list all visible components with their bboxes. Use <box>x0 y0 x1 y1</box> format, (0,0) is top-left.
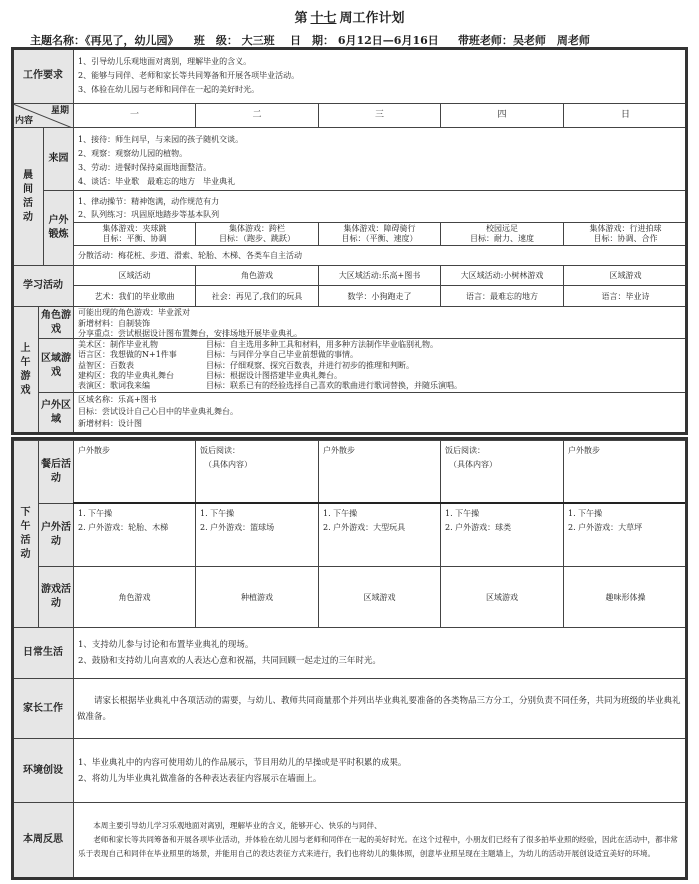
after-meal-label: 餐后活动 <box>38 440 74 504</box>
pm-games-cell-text: 角色游戏 <box>118 592 151 602</box>
after-meal-cell <box>195 440 319 503</box>
date-label: 日 期： <box>290 34 334 47</box>
pm-outdoor-cell <box>440 503 564 567</box>
pm-games-label: 游戏活动 <box>38 566 74 628</box>
week-number: 十七 <box>310 11 337 26</box>
weekday-corner <box>12 103 74 128</box>
area-game-line <box>78 371 682 381</box>
area-goal: 目标：联系已有的经验选择自己喜欢的歌曲进行歌词替换，并随乐演唱。 <box>206 381 462 391</box>
after-meal-cell <box>440 440 564 503</box>
pm-outdoor-cell-text: 2. 户外游戏：大型玩具 <box>323 523 406 532</box>
area-zone: 语言区：我想做的N+1件事 <box>78 350 177 360</box>
weekday-header-cell <box>318 103 441 128</box>
outdoor-game-cell <box>563 222 688 246</box>
after-meal-cell <box>318 440 441 503</box>
work-req-item: 1、引导幼儿乐观地面对离别，理解毕业的含义。 <box>78 57 252 66</box>
arrival-content <box>73 127 687 191</box>
area-game-line <box>78 361 682 371</box>
after-meal-cell-text: 户外散步 <box>78 446 110 455</box>
after-meal-cell-text: 饭后阅读： <box>200 446 240 455</box>
teacher-value: 吴老师 周老师 <box>512 34 590 47</box>
role-play-line: 分享重点：尝试根据设计图布置舞台，安排场地开展毕业典礼。 <box>78 329 302 338</box>
work-req-content <box>73 48 687 104</box>
work-req-item: 2、能够与同伴、老师和家长等共同筹备和开展各项毕业活动。 <box>78 71 300 80</box>
reflection-paragraph: 本周主要引导幼儿学习乐观地面对离别，理解毕业的含义，能够开心、快乐的与同伴、 <box>93 821 382 830</box>
outdoor-game-cell-text: 集体游戏：夹球跳 <box>102 224 167 233</box>
environment-item: 1、毕业典礼中的内容可使用幼儿的作品展示，节目用幼儿的早操或是平时积累的成果。 <box>78 757 407 768</box>
area-game-line <box>78 381 682 391</box>
after-meal-cell-text: 户外散步 <box>323 446 355 455</box>
teacher-label: 带班老师： <box>457 34 513 47</box>
pm-outdoor-cell-text: 2. 户外游戏：球类 <box>445 523 512 532</box>
environment-label: 环境创设 <box>12 738 74 803</box>
pm-outdoor-cell-text: 1. 下午操 <box>78 509 113 518</box>
role-play-content <box>73 306 687 339</box>
pm-outdoor-cell-text: 2. 户外游戏：大草坪 <box>568 523 643 532</box>
weekday-header-cell-text: 一 <box>129 110 139 120</box>
environment-item: 2、将幼儿为毕业典礼做准备的各种表达表征内容展示在墙面上。 <box>78 773 322 784</box>
area-games-label: 区域游戏 <box>38 338 74 393</box>
learning-lesson-cell-text: 语言：最难忘的地方 <box>466 291 538 301</box>
learning-lesson-cell <box>195 285 319 307</box>
learning-label: 学习活动 <box>12 265 74 307</box>
daily-life-item: 2、鼓励和支持幼儿向喜欢的人表达心意和祝福，共同回顾一起走过的三年时光。 <box>78 656 381 666</box>
weekday-header-cell <box>563 103 688 128</box>
pm-games-cell-text: 区域游戏 <box>486 592 518 602</box>
parents-label: 家长工作 <box>12 678 74 739</box>
learning-lesson-cell-text: 数学：小狗跑走了 <box>347 291 412 301</box>
pm-games-cell <box>195 566 319 628</box>
after-meal-cell <box>563 440 688 503</box>
arrival-item: 4、谈话：毕业歌 最难忘的地方 毕业典礼 <box>78 177 236 186</box>
class-value: 大三班 <box>241 34 275 47</box>
learning-area-cell-text: 大区域活动:乐高+图书 <box>338 271 421 280</box>
outdoor-area-label: 户外区域 <box>38 392 74 433</box>
theme-label: 主题名称： <box>30 34 85 47</box>
after-meal-cell-text: 饭后阅读： <box>445 446 485 455</box>
pm-outdoor-cell-text: 2. 户外游戏：篮球场 <box>200 523 275 532</box>
arrival-item: 3、劳动：进餐时保持桌面地面整洁。 <box>78 163 212 172</box>
pm-outdoor-cell <box>73 503 196 567</box>
learning-area-cell <box>440 265 564 286</box>
date-value: 6月12日—6月16日 <box>337 34 439 47</box>
outdoor-game-cell-text: 目标：耐力、速度 <box>470 234 534 243</box>
daily-life-content <box>73 627 687 679</box>
parents-content <box>73 678 687 739</box>
outdoor-game-cell-text: 校园远足 <box>486 224 518 233</box>
area-game-line <box>78 340 682 350</box>
outdoor-game-cell-text: 集体游戏：跨栏 <box>229 224 285 233</box>
morning-label <box>12 127 44 266</box>
daily-life-item: 1、支持幼儿参与讨论和布置毕业典礼的现场。 <box>78 640 254 650</box>
weekday-header-cell <box>195 103 319 128</box>
role-play-line: 新增材料：自制装饰 <box>78 318 150 328</box>
outdoor-game-cell-text: 目标：平衡、协调 <box>102 234 167 243</box>
learning-area-cell-text: 区域活动 <box>118 271 151 280</box>
area-zone: 表演区：歌词我来编 <box>78 381 150 391</box>
after-meal-cell <box>73 440 196 503</box>
outdoor-game-cell-text: 目标：（平衡、速度） <box>341 234 418 243</box>
afternoon-label <box>12 440 39 628</box>
reflection-content <box>73 802 687 878</box>
learning-lesson-cell-text: 艺术：我们的毕业歌曲 <box>94 291 175 301</box>
pm-outdoor-cell-text: 2. 户外游戏：轮胎、木梯 <box>78 523 169 532</box>
section-divider <box>73 502 687 504</box>
area-zone: 建构区：我的毕业典礼舞台 <box>78 370 174 380</box>
area-games-content <box>73 338 687 393</box>
content-label: 内容 <box>15 116 34 126</box>
reflection-label: 本周反思 <box>12 802 74 878</box>
area-goal: 目标：根据设计图搭建毕业典礼舞台。 <box>206 370 342 380</box>
outdoor-game-cell <box>440 222 564 246</box>
pm-outdoor-cell-text: 1. 下午操 <box>323 509 358 518</box>
arrival-item: 2、观察：观察幼儿园的植物。 <box>78 149 188 158</box>
area-zone: 益智区：百数表 <box>78 360 134 370</box>
outdoor-area-line: 目标：尝试设计自己心目中的毕业典礼舞台。 <box>78 407 238 416</box>
outdoor-game-cell <box>318 222 441 246</box>
free-activity-text: 分散活动：梅花桩、步道、滑索、轮胎、木梯、各类车自主活动 <box>78 251 302 260</box>
theme-value: 《再见了，幼儿园》 <box>85 34 179 47</box>
daily-life-label: 日常生活 <box>12 627 74 679</box>
area-zone: 美术区：制作毕业礼物 <box>78 340 158 349</box>
learning-lesson-cell <box>73 285 196 307</box>
outdoor-area-line: 新增材料：设计图 <box>78 419 142 428</box>
weekday-header-cell <box>440 103 564 128</box>
pm-outdoor-cell-text: 1. 下午操 <box>445 509 480 518</box>
area-goal: 目标：与同伴分享自己毕业前想做的事情。 <box>206 350 358 360</box>
after-meal-cell-text: 户外散步 <box>568 446 600 455</box>
pm-games-cell <box>563 566 688 628</box>
am-games-label-text: 上午游戏 <box>20 342 31 396</box>
learning-area-cell <box>73 265 196 286</box>
work-req-label: 工作要求 <box>12 48 74 104</box>
title-suffix: 周工作计划 <box>339 11 405 26</box>
weekday-label: 星期 <box>50 106 69 116</box>
plan-header <box>30 32 590 48</box>
am-games-label <box>12 306 39 433</box>
reflection-paragraph: 老师和家长等共同筹备和开展各项毕业活动，并体验在幼儿园与老师和同伴在一起的美好时光。在这个过程中，小朋友们已经有了很多拍毕业照的经验，因此在活动中，都非常乐于表现自己和同伴在毕业照里的场景，并能用自己的表达表征方式来进行，我们也将幼儿的集体照，创意毕业照呈现在主题墙上，为幼儿的活动开展创设适宜美好的环境。 <box>78 835 678 858</box>
learning-lesson-cell <box>563 285 688 307</box>
area-goal: 目标：自主选用多种工具和材料，用多种方法制作毕业临别礼物。 <box>206 340 438 349</box>
pm-outdoor-cell-text: 1. 下午操 <box>200 509 235 518</box>
role-play-label: 角色游戏 <box>38 306 74 339</box>
outdoor-exercise-label: 户外锻炼 <box>43 190 74 266</box>
weekday-header-cell-text: 四 <box>497 110 507 120</box>
work-req-item: 3、体验在幼儿园与老师和同伴在一起的美好时光。 <box>78 85 260 94</box>
learning-area-cell-text: 角色游戏 <box>241 271 273 280</box>
outdoor-game-cell-text: 目标：协调、合作 <box>593 234 658 243</box>
learning-lesson-cell <box>440 285 564 307</box>
arrival-item: 1、接待：师生问早，与来园的孩子随机交谈。 <box>78 135 244 144</box>
outdoor-area-content <box>73 392 687 433</box>
free-activity <box>73 245 687 266</box>
arrival-label: 来园 <box>43 127 74 191</box>
pm-outdoor-label: 户外活动 <box>38 503 74 567</box>
title-prefix: 第 <box>294 11 308 26</box>
outdoor-area-line: 区域名称：乐高+图书 <box>78 395 157 404</box>
outdoor-game-cell <box>73 222 196 246</box>
page-title <box>0 7 699 26</box>
outdoor-game-cell-text: 集体游戏：行进拍球 <box>589 224 662 233</box>
role-play-line: 可能出现的角色游戏：毕业派对 <box>78 308 190 317</box>
environment-content <box>73 738 687 803</box>
learning-area-cell-text: 区域游戏 <box>609 271 642 280</box>
pm-outdoor-cell <box>563 503 688 567</box>
learning-area-cell <box>195 265 319 286</box>
area-game-line <box>78 350 682 360</box>
pm-games-cell <box>73 566 196 628</box>
learning-lesson-cell-text: 社会：再见了,我们的玩具 <box>211 291 303 301</box>
pm-games-cell-text: 种植游戏 <box>241 592 273 602</box>
learning-lesson-cell <box>318 285 441 307</box>
weekday-header-cell-text: 二 <box>252 110 262 120</box>
weekday-header-cell-text: 日 <box>620 110 630 120</box>
after-meal-cell-text: （具体内容） <box>204 460 252 469</box>
outdoor-game-cell-text: 目标：（跑步、跳跃） <box>219 234 295 243</box>
pm-games-cell <box>440 566 564 628</box>
pm-outdoor-cell <box>318 503 441 567</box>
learning-lesson-cell-text: 语言：毕业诗 <box>601 291 650 301</box>
afternoon-label-text: 下午活动 <box>20 507 31 560</box>
outdoor-exercise-item: 2、队列练习：巩固原地踏步等基本队列 <box>78 210 220 219</box>
pm-outdoor-cell-text: 1. 下午操 <box>568 509 603 518</box>
learning-area-cell <box>563 265 688 286</box>
pm-outdoor-cell <box>195 503 319 567</box>
outdoor-exercise-content <box>73 190 687 223</box>
learning-area-cell <box>318 265 441 286</box>
area-goal: 目标：仔细观察、探究百数表，并进行初步的推理和判断。 <box>206 360 414 370</box>
parents-text: 请家长根据毕业典礼中各项活动的需要，与幼儿、教师共同商量那个并列出毕业典礼要准备的各类物品三方分工，分别负责不同任务，共同为班级的毕业典礼做准备。 <box>77 695 681 722</box>
outdoor-game-cell-text: 集体游戏：障碍骑行 <box>343 224 416 233</box>
after-meal-cell-text: （具体内容） <box>449 460 497 469</box>
pm-games-cell <box>318 566 441 628</box>
outdoor-game-cell <box>195 222 319 246</box>
learning-area-cell-text: 大区域活动:小树林游戏 <box>460 271 544 280</box>
weekday-header-cell-text: 三 <box>374 110 384 120</box>
pm-games-cell-text: 区域游戏 <box>363 592 396 602</box>
pm-games-cell-text: 趣味形体操 <box>605 592 646 602</box>
class-label: 班 级： <box>193 34 238 47</box>
outdoor-exercise-item: 1、律动操节：精神饱满，动作规范有力 <box>78 197 220 206</box>
weekday-header-cell <box>73 103 196 128</box>
morning-label-text: 晨间活动 <box>23 169 33 223</box>
